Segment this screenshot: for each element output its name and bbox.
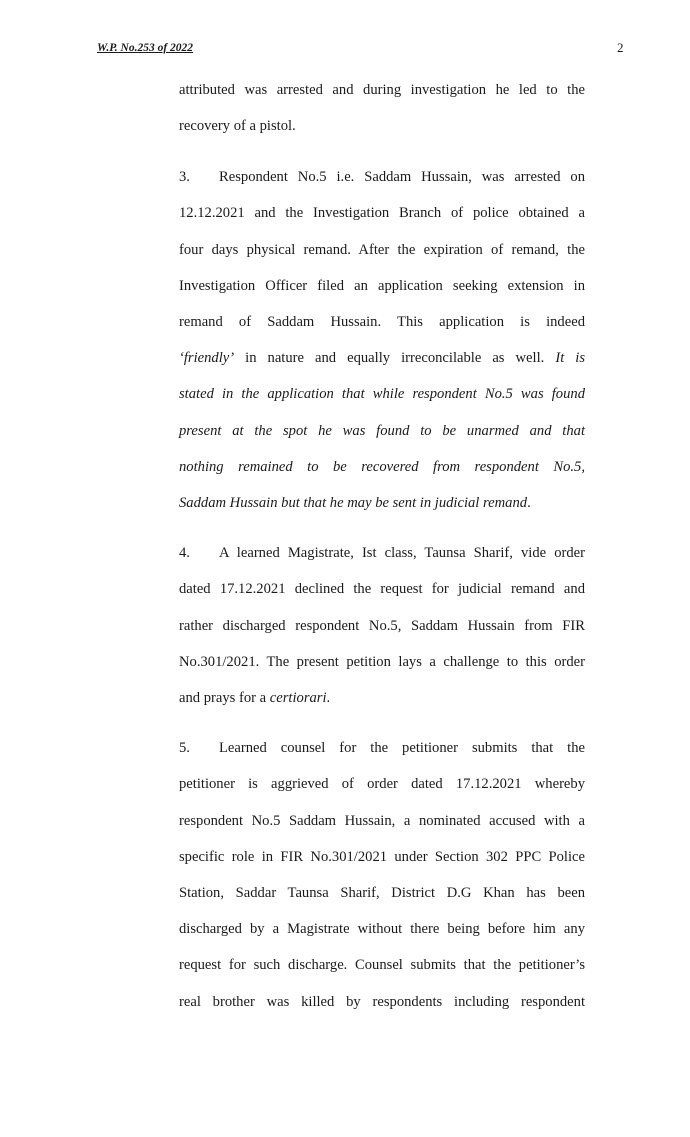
italic-text: It is [555,350,585,366]
text-span: A learned Magistrate, Ist class, Taunsa Sharif, vide order [219,545,585,561]
paragraph-number: 5. [179,740,190,756]
text-line: No.301/2021. The present petition lays a challenge to this order [179,654,585,670]
text-line: Investigation Officer filed an application seeking extension in [179,278,585,294]
text-line: recovery of a pistol. [179,118,296,134]
italic-text: Saddam Hussain but that he may be sent in judicial remand [179,495,528,511]
paragraph-3-first-line [179,167,585,187]
text-span: and prays for a [179,690,267,706]
text-line: respondent No.5 Saddam Hussain, a nominated accused with a [179,813,585,829]
text-line [179,348,585,368]
text-line: stated in the application that while respondent No.5 was found [179,386,585,402]
text-line: specific role in FIR No.301/2021 under Section 302 PPC Police [179,849,585,865]
text-span: Learned counsel for the petitioner submits that the [219,740,585,756]
text-line: 12.12.2021 and the Investigation Branch of police obtained a [179,205,585,221]
text-line: present at the spot he was found to be unarmed and that [179,423,585,439]
text-line [179,493,585,513]
text-line: remand of Saddam Hussain. This application is indeed [179,314,585,330]
text-line: four days physical remand. After the expiration of remand, the [179,242,585,258]
paragraph-4-first-line [179,543,585,563]
text-line: petitioner is aggrieved of order dated 17.12.2021 whereby [179,776,585,792]
page-number: 2 [617,40,624,55]
text-line: request for such discharge. Counsel submits that the petitioner’s [179,957,585,973]
text-span: Respondent No.5 i.e. Saddam Hussain, was arrested on [219,169,585,185]
text-line: dated 17.12.2021 declined the request for judicial remand and [179,581,585,597]
text-line: attributed was arrested and during investigation he led to the [179,82,585,98]
text-line: real brother was killed by respondents including respondent [179,994,585,1010]
text-span: . [527,495,531,511]
text-line: nothing remained to be recovered from respondent No.5, [179,459,585,475]
paragraph-5-first-line [179,738,585,758]
text-line: discharged by a Magistrate without there being before him any [179,921,585,937]
text-line: rather discharged respondent No.5, Saddam Hussain from FIR [179,618,585,634]
text-line: Station, Saddar Taunsa Sharif, District D.G Khan has been [179,885,585,901]
text-span: in nature and equally irreconcilable as well. [245,350,545,366]
paragraph-number: 3. [179,169,190,185]
paragraph-number: 4. [179,545,190,561]
case-number-header: W.P. No.253 of 2022 [97,42,194,54]
text-span: . [326,690,331,706]
italic-text: certiorari [269,690,327,706]
text-line [179,688,585,708]
friendly-word: ‘friendly’ [179,350,235,366]
